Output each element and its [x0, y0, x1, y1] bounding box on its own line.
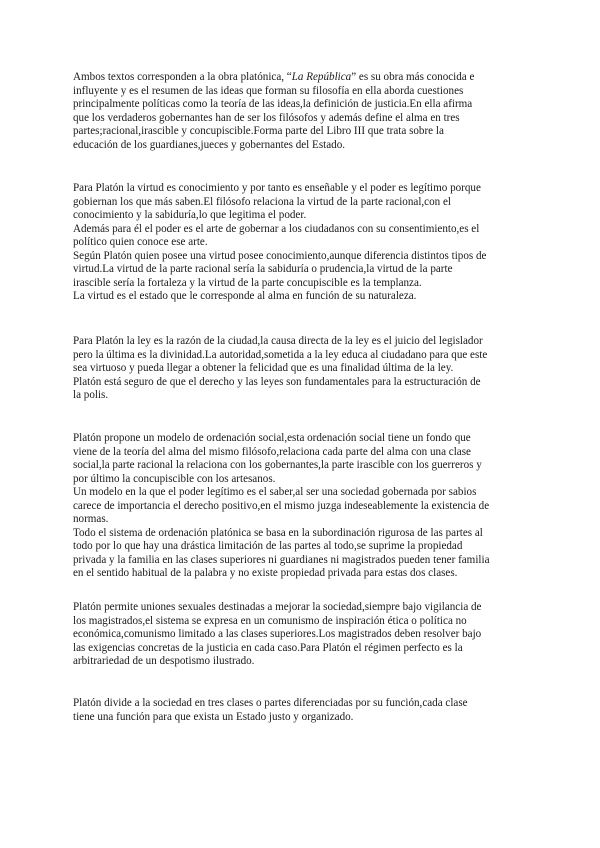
paragraph-clases: [73, 697, 528, 724]
text-line: Todo el sistema de ordenación platónica se basa en la subordinación rigurosa de las partes al: [73, 526, 483, 539]
text-line: Además para él el poder es el arte de gobernar a los ciudadanos con su consentimiento,es el: [73, 222, 480, 235]
text-line: económica,comunismo limitado a las clases superiores.Los magistrados deben resolver bajo: [73, 628, 482, 640]
paragraph-virtud: [73, 182, 528, 304]
text-line: por último la concupiscible con los artesanos.: [73, 472, 276, 485]
text-line: todo por lo que hay una drástica limitación de las partes al todo,se suprime la propiedad: [73, 540, 463, 552]
text-line: partes;racional,irascible y concupiscible.Forma parte del Libro III que trata sobre la: [73, 125, 444, 137]
text-line: Un modelo en la que el poder legítimo es el saber,al ser una sociedad gobernada por sabios: [73, 486, 477, 498]
text-line: Platón está seguro de que el derecho y las leyes son fundamentales para la estructuración de: [73, 375, 481, 388]
text-line: político quien conoce ese arte.: [73, 236, 208, 248]
paragraph-obra-platonica: [73, 71, 528, 152]
text-line: pero la última es la divinidad.La autoridad,sometida a la ley educa al ciudadano para que este: [73, 348, 488, 361]
text-line: La virtud es el estado que le corresponde al alma en función de su naturaleza.: [73, 290, 417, 302]
text-line: Para Platón la ley es la razón de la ciudad,la causa directa de la ley es el juicio del legislador: [73, 335, 483, 347]
text-line: social,la parte racional la relaciona con los gobernantes,la parte irascible con los guerreros y: [73, 459, 482, 471]
paragraph-ley: [73, 335, 528, 403]
text-line: Platón divide a la sociedad en tres clases o partes diferenciadas por su función,cada clase: [73, 697, 468, 709]
text-line: sea virtuoso y pueda llegar a obtener la felicidad que es una finalidad última de la ley.: [73, 362, 454, 374]
book-title: La República: [291, 71, 352, 83]
text-line: carece de importancia el derecho positivo,en el mismo juzga indeseablemente la existencia de: [73, 499, 490, 512]
text-line: los magistrados,el sistema se expresa en un comunismo de inspiración ética o política no: [73, 614, 467, 627]
text-line: normas.: [73, 513, 109, 525]
text-line: las exigencias concretas de la justicia en cada caso.Para Platón el régimen perfecto es la: [73, 641, 463, 654]
text-line: Para Platón la virtud es conocimiento y por tanto es enseñable y el poder es legítimo porque: [73, 182, 481, 194]
text-line: Según Platón quien posee una virtud posee conocimiento,aunque diferencia distintos tipos de: [73, 249, 487, 262]
text-line: virtud.La virtud de la parte racional sería la sabiduría o prudencia,la virtud de la parte: [73, 263, 453, 275]
paragraph-uniones: [73, 601, 528, 669]
text-line: que los verdaderos gobernantes han de ser los filósofos y además define el alma en tres: [73, 111, 460, 124]
text-line: gobiernan los que más saben.El filósofo relaciona la virtud de la parte racional,con el: [73, 195, 451, 208]
paragraph-ordenacion-social: [73, 432, 528, 581]
text-line: Platón permite uniones sexuales destinadas a mejorar la sociedad,siempre bajo vigilancia de: [73, 601, 482, 613]
text-line: influyente y es el resumen de las ideas que forman su filosofía en ella aborda cuestiones: [73, 84, 464, 97]
text-line: tiene una función para que exista un Estado justo y organizado.: [73, 710, 354, 723]
text-line: en el sentido habitual de la palabra y no existe propiedad privada para estas dos clases.: [73, 567, 458, 579]
text-line: privada y la familia en las clases superiores ni guardianes ni magistrados pueden tener familia: [73, 553, 490, 566]
text-line: Ambos textos corresponden a la obra platónica, “La República” es su obra más conocida e: [73, 71, 475, 83]
text-line: educación de los guardianes,jueces y gobernantes del Estado.: [73, 138, 346, 151]
text-line: viene de la teoría del alma del mismo filósofo,relaciona cada parte del alma con una clase: [73, 445, 471, 458]
text-line: conocimiento y la sabiduría,lo que legitima el poder.: [73, 209, 307, 221]
text-line: la polis.: [73, 389, 109, 401]
text-line: principalmente políticas como la teoría de las ideas,la definición de justicia.En ella afirma: [73, 98, 473, 110]
text-line: arbitrariedad de un despotismo ilustrado.: [73, 655, 255, 667]
text-line: irascible sería la fortaleza y la virtud de la parte concupiscible es la templanza.: [73, 276, 422, 289]
text-line: Platón propone un modelo de ordenación social,esta ordenación social tiene un fondo que: [73, 432, 471, 444]
